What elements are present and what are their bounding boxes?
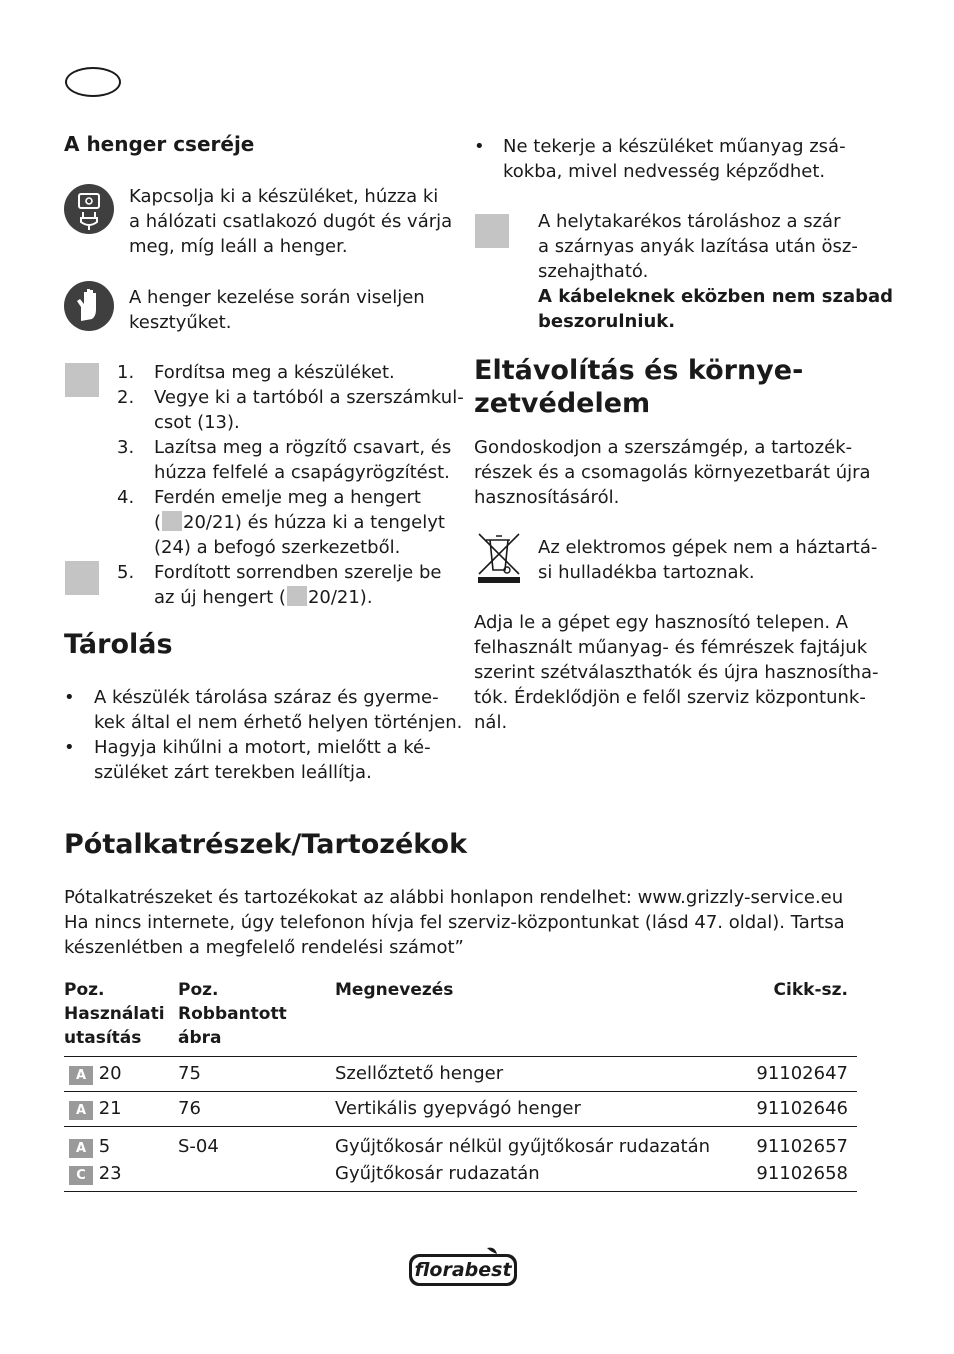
- environment-paragraph: Gondoskodjon a szerszámgép, a tartozék- részek és a csomagolás környezetbarát újra hasznosításáról.: [474, 437, 871, 508]
- section-title-environment: Eltávolítás és környe- zetvédelem: [474, 355, 804, 419]
- step-text: Fordított sorrendben szerelje be az új hengert ( 20/21).: [154, 562, 442, 608]
- table-divider: [64, 1056, 857, 1057]
- gloves-icon: [64, 281, 114, 331]
- unplug-icon: [64, 184, 114, 234]
- crossed-bin-icon: [474, 530, 524, 584]
- step-text: Ferdén emelje meg a hengert ( 20/21) és húzza ki a tengelyt (24) a befogó szerkezetből.: [154, 487, 445, 558]
- status-badge: A: [69, 1066, 93, 1085]
- col-header-manual-pos: Poz. Használati utasítás: [64, 980, 165, 1048]
- col-header-article-no: Cikk-sz.: [773, 980, 848, 1000]
- col-header-exploded-pos: Poz. Robbantott ábra: [178, 980, 287, 1048]
- step-text: Fordítsa meg a készüléket.: [154, 362, 395, 383]
- table-divider: [64, 1091, 857, 1092]
- weee-note: Az elektromos gépek nem a háztartá- si hulladékba tartoznak.: [538, 537, 878, 583]
- step-text: Lazítsa meg a rögzítő csavart, és húzza felfelé a csapágyrögzítést.: [154, 437, 452, 483]
- florabest-logo: florabest: [407, 1246, 519, 1288]
- spare-parts-intro: Pótalkatrészeket és tartozékokat az alábbi honlapon rendelhet: www.grizzly-service.eu Ha nincs internete, úgy telefonon hívja fel szerviz-központunkat (lásd 47. oldal). Tartsa készenlétben a megfelelő rendelési számot”: [64, 887, 845, 958]
- fold-note: A helytakarékos tároláshoz a szár a szárnyas anyák lazítása után ösz- szehajtható. A kábeleknek eközben nem szabad beszorulniuk.: [538, 211, 894, 332]
- section-title-spare-parts: Pótalkatrészek/Tartozékok: [64, 829, 468, 860]
- status-badge: C: [69, 1166, 93, 1185]
- table-divider: [64, 1191, 857, 1192]
- figure-reference-box: [65, 363, 99, 397]
- gloves-note: A henger kezelése során viseljen kesztyűket.: [129, 287, 425, 333]
- table-divider: [64, 1126, 857, 1127]
- section-title-roller-replacement: A henger cseréje: [64, 132, 255, 156]
- figure-reference-box: [475, 214, 509, 248]
- list-item: Ne tekerje a készüléket műanyag zsá- kokba, mivel nedvesség képződhet.: [503, 136, 846, 182]
- unplug-note: Kapcsolja ki a készüléket, húzza ki a hálózati csatlakozó dugót és várja meg, míg leáll a henger.: [129, 186, 453, 257]
- step-text: Vegye ki a tartóból a szerszámkul- csot (13).: [154, 387, 464, 433]
- status-badge: A: [69, 1139, 93, 1158]
- col-header-name: Megnevezés: [335, 980, 454, 1000]
- status-badge: A: [69, 1101, 93, 1120]
- figure-reference-box: [162, 511, 182, 531]
- environment-paragraph-2: Adja le a gépet egy hasznosító telepen. A felhasznált műanyag- és fémrészek fajtájuk szerint szétválaszthatók és újra hasznosítha- tók. Érdeklődjön e felől szerviz központunk- nál.: [474, 612, 879, 733]
- figure-reference-box: [65, 561, 99, 595]
- list-item: Hagyja kihűlni a motort, mielőtt a ké- szüléket zárt terekben leállítja.: [94, 737, 431, 783]
- language-badge: [65, 67, 121, 97]
- list-item: A készülék tárolása száraz és gyerme- kek által el nem érhető helyen történjen.: [94, 687, 463, 733]
- section-title-storage: Tárolás: [64, 629, 173, 660]
- figure-reference-box: [287, 586, 307, 606]
